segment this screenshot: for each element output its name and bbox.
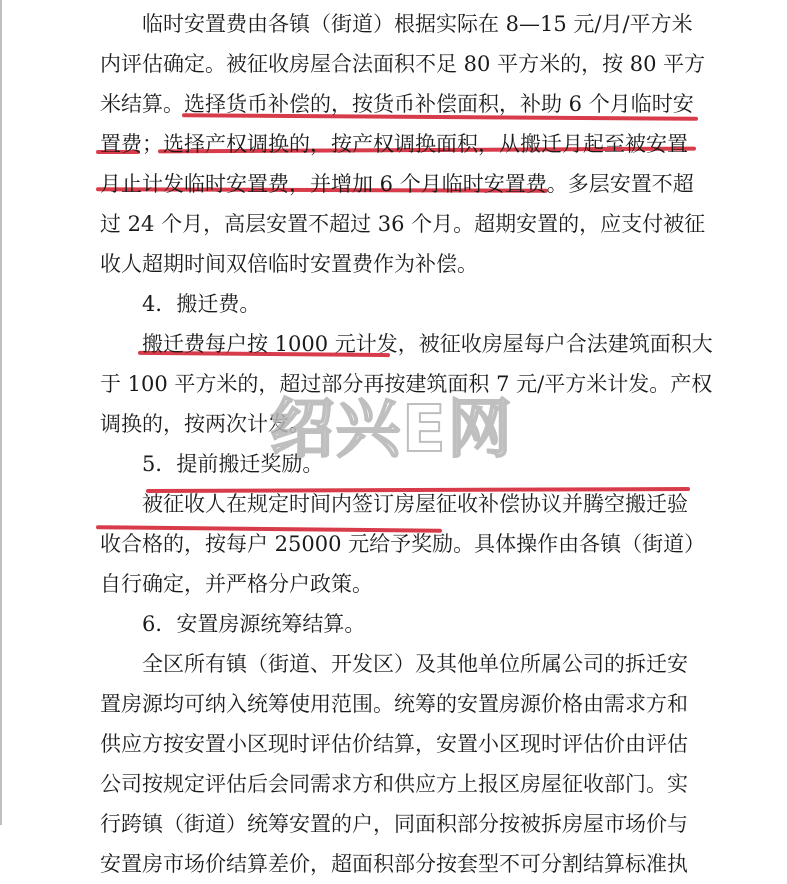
text-line xyxy=(100,564,700,604)
line-text: 米结算。选择货币补偿的，按货币补偿面积，补助 6 个月临时安 xyxy=(100,92,694,116)
line-text: 内评估确定。被征收房屋合法面积不足 80 平方米的，按 80 平方 xyxy=(100,52,706,76)
line-text: 供应方按安置小区现时评估价结算，安置小区现时评估价由评估 xyxy=(100,732,688,756)
text-line xyxy=(142,644,742,684)
line-text: 自行确定，并严格分户政策。 xyxy=(100,572,373,596)
line-text: 搬迁费每户按 1000 元计发，被征收房屋每户合法建筑面积大 xyxy=(142,332,713,356)
line-text: 被征收人在规定时间内签订房屋征收补偿协议并腾空搬迁验 xyxy=(142,492,688,516)
line-text: 行跨镇（街道）统筹安置的户，同面积部分按被拆房屋市场价与 xyxy=(100,812,688,836)
line-text: 临时安置费由各镇（街道）根据实际在 8—15 元/月/平方米 xyxy=(142,12,693,36)
line-text: 全区所有镇（街道、开发区）及其他单位所属公司的拆迁安 xyxy=(142,652,688,676)
line-text: 4．搬迁费。 xyxy=(142,292,261,316)
line-text: 月止计发临时安置费，并增加 6 个月临时安置费。多层安置不超 xyxy=(100,172,694,196)
line-text: 公司按规定评估后会同需求方和供应方上报区房屋征收部门。实 xyxy=(100,772,688,796)
line-text: 置费；选择产权调换的，按产权调换面积，从搬迁月起至被安置 xyxy=(100,132,688,156)
text-line xyxy=(142,4,742,44)
line-text: 5．提前搬迁奖励。 xyxy=(142,452,324,476)
text-line xyxy=(100,124,700,164)
line-text: 6．安置房源统筹结算。 xyxy=(142,612,366,636)
line-text: 收合格的，按每户 25000 元给予奖励。具体操作由各镇（街道） xyxy=(100,532,706,556)
text-line xyxy=(100,204,706,244)
text-line xyxy=(100,44,706,84)
page-edge xyxy=(0,0,2,825)
watermark-logo: 绍兴E网 xyxy=(270,393,514,467)
section-heading xyxy=(142,284,742,324)
section-heading xyxy=(142,604,742,644)
text-line xyxy=(100,684,700,724)
text-line xyxy=(142,324,742,364)
text-line xyxy=(100,844,700,884)
text-line xyxy=(100,764,700,804)
text-line xyxy=(100,164,700,204)
line-text: 置房源均可纳入统筹使用范围。统筹的安置房源价格由需求方和 xyxy=(100,692,688,716)
text-line xyxy=(100,244,700,284)
line-text: 过 24 个月，高层安置不超过 36 个月。超期安置的，应支付被征 xyxy=(100,212,706,236)
line-text: 于 100 平方米的，超过部分再按建筑面积 7 元/平方米计发。产权 xyxy=(100,372,713,396)
line-text: 调换的，按两次计发。 xyxy=(100,412,310,436)
line-text: 收人超期时间双倍临时安置费作为补偿。 xyxy=(100,252,478,276)
line-text: 安置房市场价结算差价，超面积部分按套型不可分割结算标准执 xyxy=(100,852,688,876)
text-line xyxy=(100,804,700,844)
text-line xyxy=(100,724,700,764)
